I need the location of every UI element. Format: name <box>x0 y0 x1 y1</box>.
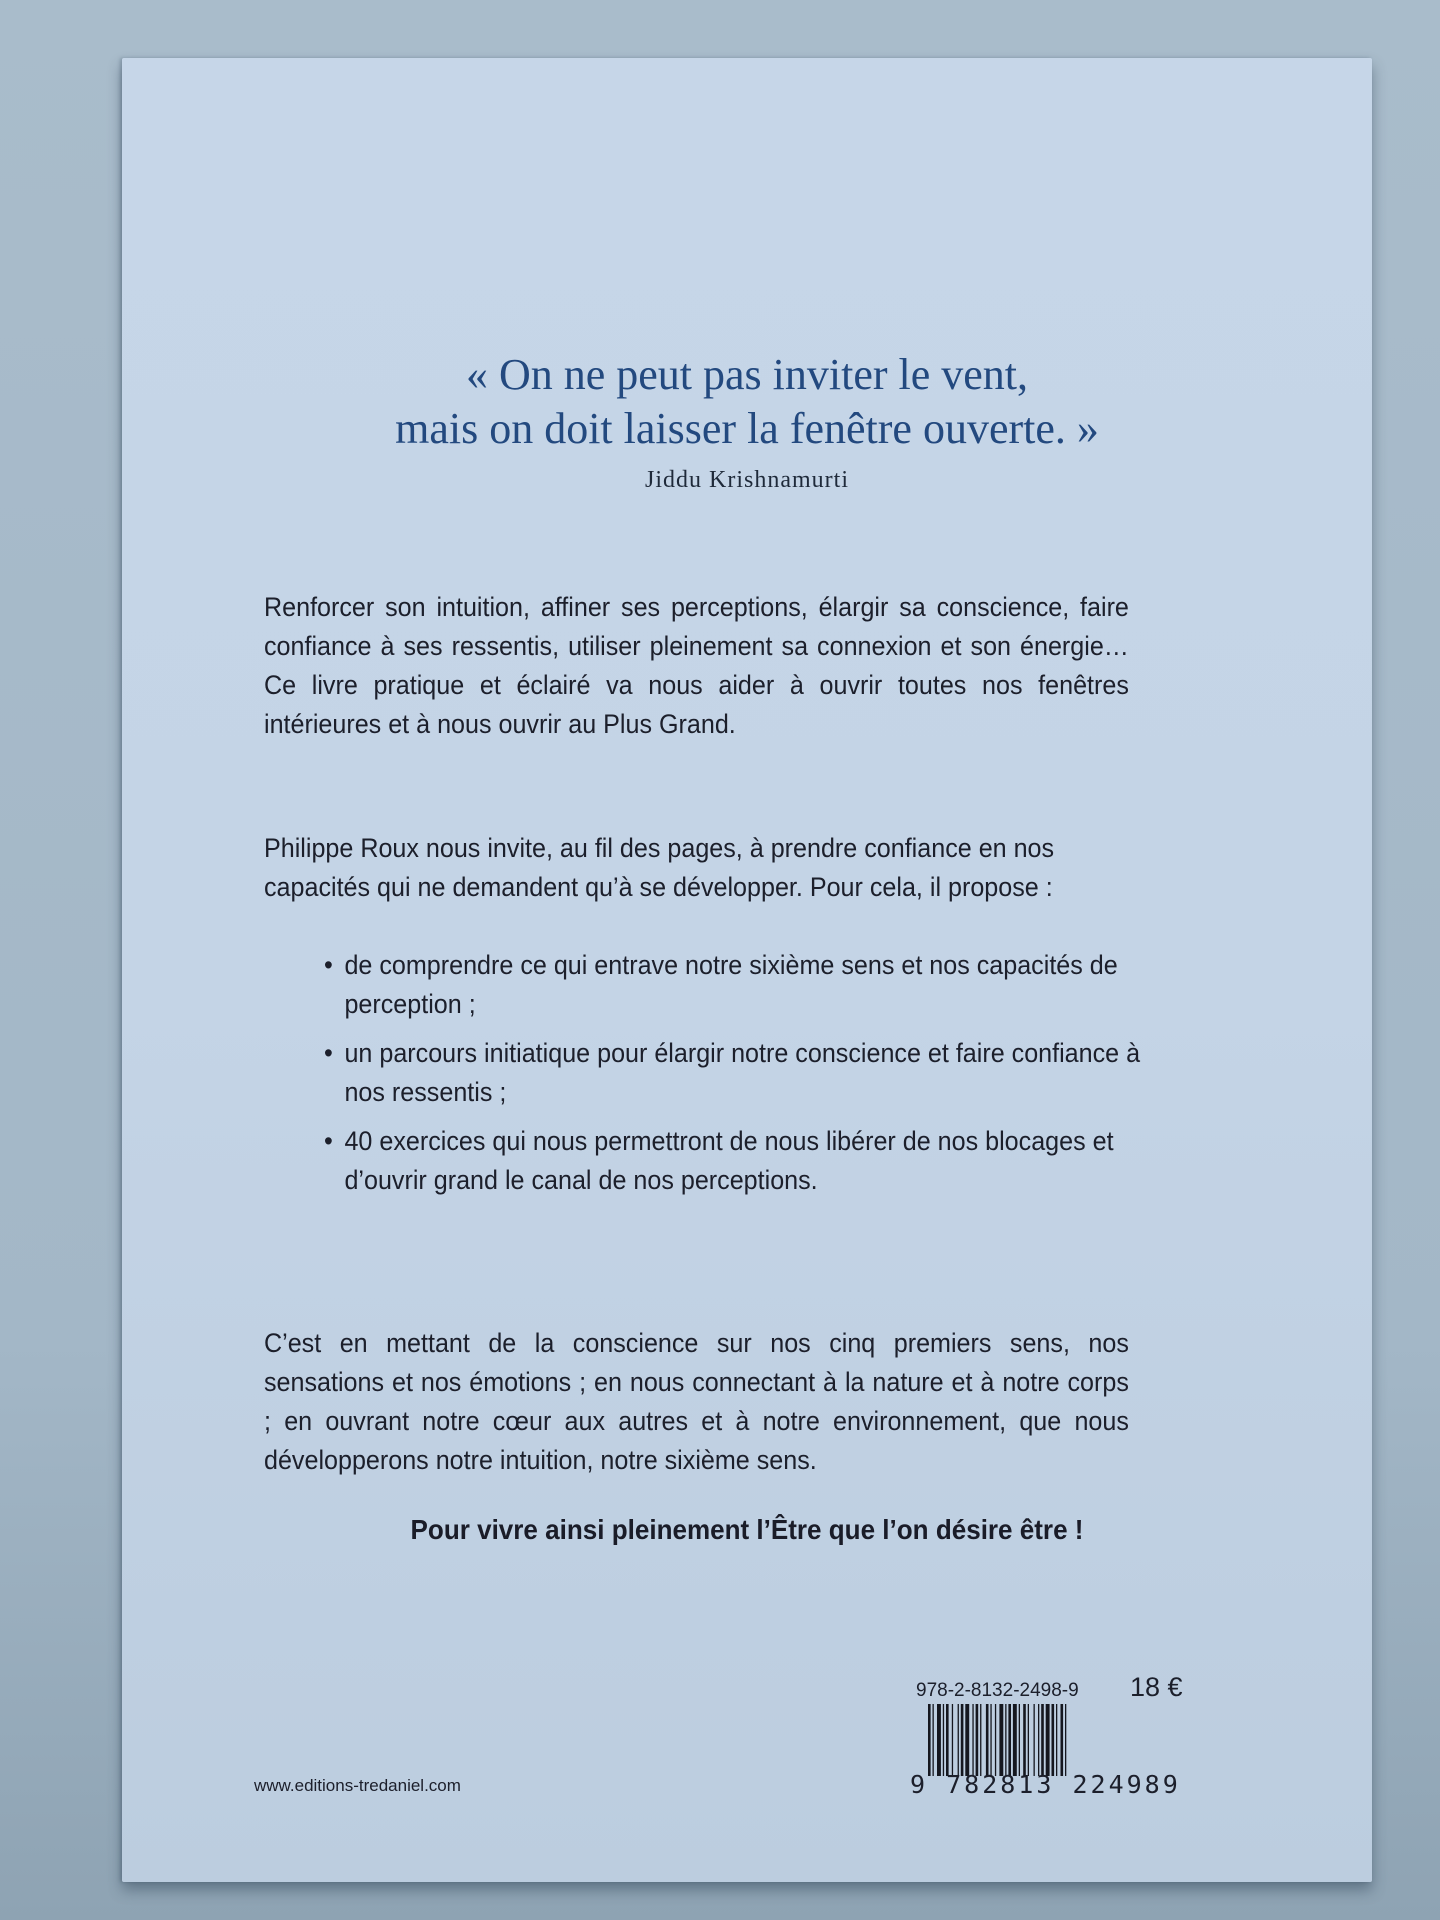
barcode-bar <box>965 1704 969 1776</box>
barcode-bar <box>933 1704 934 1776</box>
list-item <box>324 946 1161 1024</box>
bullet-icon: • <box>324 1126 333 1156</box>
barcode-bar <box>999 1704 1003 1776</box>
price-label: 18 € <box>1130 1672 1183 1702</box>
quote-line-2: mais on doit laisser la fenêtre ouverte. » <box>395 404 1099 453</box>
barcode-bar <box>1005 1704 1006 1776</box>
barcode-bar <box>1028 1704 1029 1776</box>
barcode-bar <box>976 1704 979 1776</box>
barcode-bar <box>1052 1704 1055 1776</box>
barcode-bar <box>1061 1704 1064 1776</box>
bullet-icon: • <box>324 1038 333 1068</box>
blurb-paragraph-2: Philippe Roux nous invite, au fil des pages, à prendre confiance en nos capacités qui ne demandent qu’à se développer. Pour cela, il propose : <box>264 833 1055 902</box>
bullet-icon: • <box>324 950 333 980</box>
list-item-text: de comprendre ce qui entrave notre sixième sens et nos capacités de perception ; <box>344 950 1118 1019</box>
list-item <box>324 1122 1161 1200</box>
barcode-bar <box>986 1704 989 1776</box>
proposal-list <box>324 946 1161 1210</box>
epigraph-quote <box>122 348 1372 500</box>
list-item-text: un parcours initiatique pour élargir notre conscience et faire confiance à nos ressentis ; <box>344 1038 1141 1107</box>
barcode-bar <box>1008 1704 1011 1776</box>
quote-line-1: « On ne peut pas inviter le vent, <box>465 350 1029 399</box>
barcode-bar <box>1038 1704 1039 1776</box>
barcode-bar <box>946 1704 949 1776</box>
barcode-bar <box>1046 1704 1050 1776</box>
barcode-bar <box>1023 1704 1026 1776</box>
closing-statement: Pour vivre ainsi pleinement l’Être que l’on désire être ! <box>410 1514 1084 1545</box>
list-item-text: 40 exercices qui nous permettront de nous libérer de nos blocages et d’ouvrir grand le canal de nos perceptions. <box>344 1126 1114 1195</box>
blurb-paragraph-1: Renforcer son intuition, affiner ses perceptions, élargir sa conscience, faire confiance à ses ressentis, utiliser pleinement sa connexion et son énergie… Ce livre pratique et éclairé va nous aider à ouvrir toutes nos fenêtres intérieures et à nous ouvrir au Plus Grand. <box>264 592 1129 739</box>
barcode-bar <box>1034 1704 1035 1776</box>
barcode-icon <box>928 1704 1173 1776</box>
isbn-number: 978-2-8132-2498-9 <box>916 1680 1079 1701</box>
barcode-bar <box>928 1704 931 1776</box>
publisher-website: www.editions-tredaniel.com <box>254 1776 461 1795</box>
barcode-bar <box>958 1704 959 1776</box>
barcode-bar <box>943 1704 944 1776</box>
barcode-bar <box>937 1704 941 1776</box>
barcode-bar <box>995 1704 996 1776</box>
barcode-bar <box>961 1704 964 1776</box>
barcode-bar <box>980 1704 981 1776</box>
barcode-bar <box>1013 1704 1017 1776</box>
barcode-bar <box>1065 1704 1066 1776</box>
blurb-paragraph-3: C’est en mettant de la conscience sur nos cinq premiers sens, nos sensations et nos émotions ; en nous connectant à la nature et à notre corps ; en ouvrant notre cœur aux autres et à notre environnement, que nous développerons notre intuition, notre sixième sens. <box>264 1328 1129 1475</box>
barcode-bar <box>952 1704 953 1776</box>
barcode-bar <box>1019 1704 1020 1776</box>
quote-author: Jiddu Krishnamurti <box>645 467 849 493</box>
barcode-bar <box>990 1704 991 1776</box>
book-back-cover <box>122 58 1372 1882</box>
barcode-bar <box>1041 1704 1044 1776</box>
barcode-bar <box>972 1704 973 1776</box>
barcode-bar <box>1056 1704 1057 1776</box>
barcode-digits: 9 782813 224989 <box>910 1770 1181 1799</box>
list-item <box>324 1034 1161 1112</box>
